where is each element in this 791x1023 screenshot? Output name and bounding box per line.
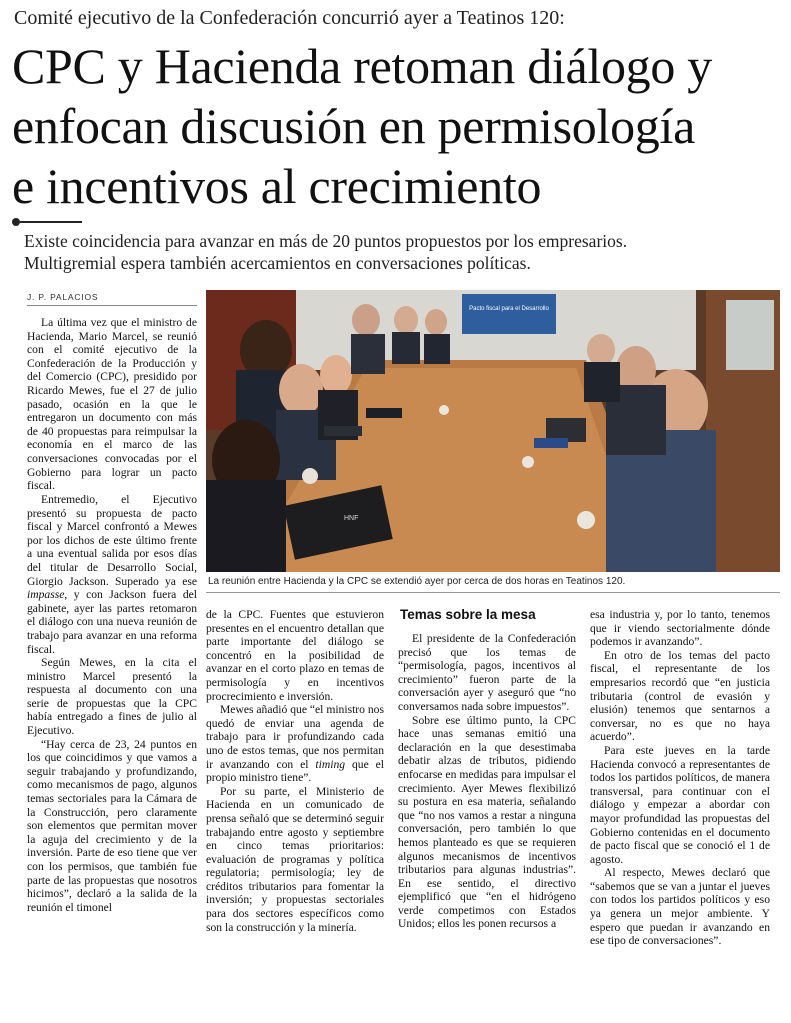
paragraph-9: Sobre ese último punto, la CPC hace unas semanas emitió una declaración en la que desestimaba debatir alzas de tributos, pidiendo enfocarse en medidas para impulsar el crecimiento. Ayer Mewes flexibilizó su postura en esa materia, señalando que “no nos vamos a restar a ninguna conversación, pero también lo que hemos planteado es que se requieren algunos mecanismos de incentivos tributarios para algunas industrias”. En ese sentido, el directivo ejemplificó que “en el hidrógeno verde competimos con Estados Unidos; ellos les ponen recursos a <box>398 713 576 931</box>
folder-label: HNF <box>344 515 359 522</box>
byline-rule <box>27 305 197 306</box>
headline-line-3: e incentivos al crecimiento <box>12 158 542 214</box>
paragraph-7: Por su parte, el Ministerio de Hacienda en un comunicado de prensa señaló que se determinó seguir trabajando entre agosto y septiembre en cinco temas prioritarios: evaluación de programas y política regulatoria; permisología; ley de créditos tributarios para fomentar la inversión; y propuestas sectoriales para dos sectores específicos como son la construcción y la minería. <box>206 784 384 934</box>
column-1-top <box>27 316 197 493</box>
caption-rule <box>206 592 780 593</box>
paragraph-2-emphasis: impasse <box>27 588 65 602</box>
rule-dot <box>12 218 20 226</box>
paragraph-5: de la CPC. Fuentes que estuvieron presentes en el encuentro detallan que parte importante del diálogo se concentró en la posibilidad de avanzar en el corto plazo en temas de permisología y en incentivos procrecimiento e inversión. <box>206 608 384 703</box>
rule-line <box>20 221 82 223</box>
headline-line-2: enfocan discusión en permisología <box>12 98 695 154</box>
deck-line-1: Existe coincidencia para avanzar en más de 20 puntos propuestos por los empresarios. <box>24 231 628 251</box>
paragraph-13: Al respecto, Mewes declaró que “sabemos que se van a juntar el jueves con todos los partidos políticos y eso ya genera un mejor ambiente. Y espero que puedan ir avanzando en ese tipo de conversaciones”. <box>590 866 770 948</box>
column-1-middle <box>27 493 197 656</box>
meeting-photo-illustration <box>206 290 780 572</box>
photo-caption: La reunión entre Hacienda y la CPC se extendió ayer por cerca de dos horas en Teatinos 120. <box>208 576 626 587</box>
deck-line-2: Multigremial espera también acercamientos en conversaciones políticas. <box>24 253 531 273</box>
screen-text: Pacto fiscal para el Desarrollo <box>469 306 549 312</box>
meeting-photo <box>206 290 780 572</box>
headline <box>12 36 787 216</box>
paragraph-6: Mewes añadió que “el ministro nos quedó de enviar una agenda de trabajo para ir profundizando cada uno de estos temas, que nos permitan ir avanzando con el timing que el propio ministro tiene”. <box>206 703 384 785</box>
paragraph-8: El presidente de la Confederación precisó que los temas de “permisología, pagos, incentivos al crecimiento” fueron parte de la conversación ayer y aseguró que “no conversamos nada sobre impuestos”. <box>398 632 576 713</box>
section-subhead: Temas sobre la mesa <box>400 607 536 622</box>
byline: J. P. PALACIOS <box>27 292 99 302</box>
kicker: Comité ejecutivo de la Confederación concurrió ayer a Teatinos 120: <box>14 7 565 29</box>
column-1-bottom <box>27 656 197 914</box>
deck <box>24 230 789 274</box>
paragraph-3: Según Mewes, en la cita el ministro Marcel presentó la respuesta al documento con una serie de propuestas que la CPC había entregado a fines de julio al Ejecutivo. <box>27 656 197 737</box>
paragraph-10: esa industria y, por lo tanto, tenemos que ir viendo sectorialmente dónde podemos ir avanzando”. <box>590 608 770 649</box>
presentation-screen <box>462 294 556 334</box>
column-4 <box>590 608 770 948</box>
paragraph-6-emphasis: timing <box>315 757 346 771</box>
paragraph-2: Entremedio, el Ejecutivo presentó su propuesta de pacto fiscal y Marcel confrontó a Mewes por los dichos de este último frente a una eventual salida por esos días del titular de Desarrollo Social, Giorgio Jackson. Superado ya ese impasse, y con Jackson fuera del gabinete, ayer las partes retomaron el diálogo con una nueva reunión de trabajo para avanzar en una reforma fiscal. <box>27 493 197 656</box>
column-3 <box>398 632 576 931</box>
paragraph-12: Para este jueves en la tarde Hacienda convocó a representantes de todos los partidos políticos, de manera transversal, para continuar con el diálogo y empezar a abordar con mayor profundidad las propuestas del Gobierno contenidas en el documento de pacto fiscal que se conoció el 1 de agosto. <box>590 743 770 866</box>
paragraph-4: “Hay cerca de 23, 24 puntos en los que coincidimos y que vamos a seguir trabajando y profundizando, como mecanismos de pago, algunos temas sectoriales para la Cámara de la Construcción, pero claramente son elementos que permitan mover la aguja del crecimiento y de la inversión. Parte de eso tiene que ver con los permisos, que también fue parte de las propuestas que nosotros hicimos”, declaró a la salida de la reunión el timonel <box>27 737 197 914</box>
paragraph-1: La última vez que el ministro de Hacienda, Mario Marcel, se reunió con el comité ejecutivo de la Confederación de la Producción y del Comercio (CPC), presidido por Ricardo Mewes, fue el 27 de julio pasado, ocasión en la que le entregaron un documento con más de 40 propuestas para reimpulsar la economía en el marco de las conversaciones convocadas por el Gobierno para lograr un pacto fiscal. <box>27 316 197 493</box>
column-2 <box>206 608 384 934</box>
paragraph-11: En otro de los temas del pacto fiscal, el representante de los empresarios recordó que “en justicia tributaria (control de evasión y elusión) tenemos que sentarnos a conversar, no es que no haya acuerdo”. <box>590 648 770 744</box>
headline-line-1: CPC y Hacienda retoman diálogo y <box>12 38 712 94</box>
